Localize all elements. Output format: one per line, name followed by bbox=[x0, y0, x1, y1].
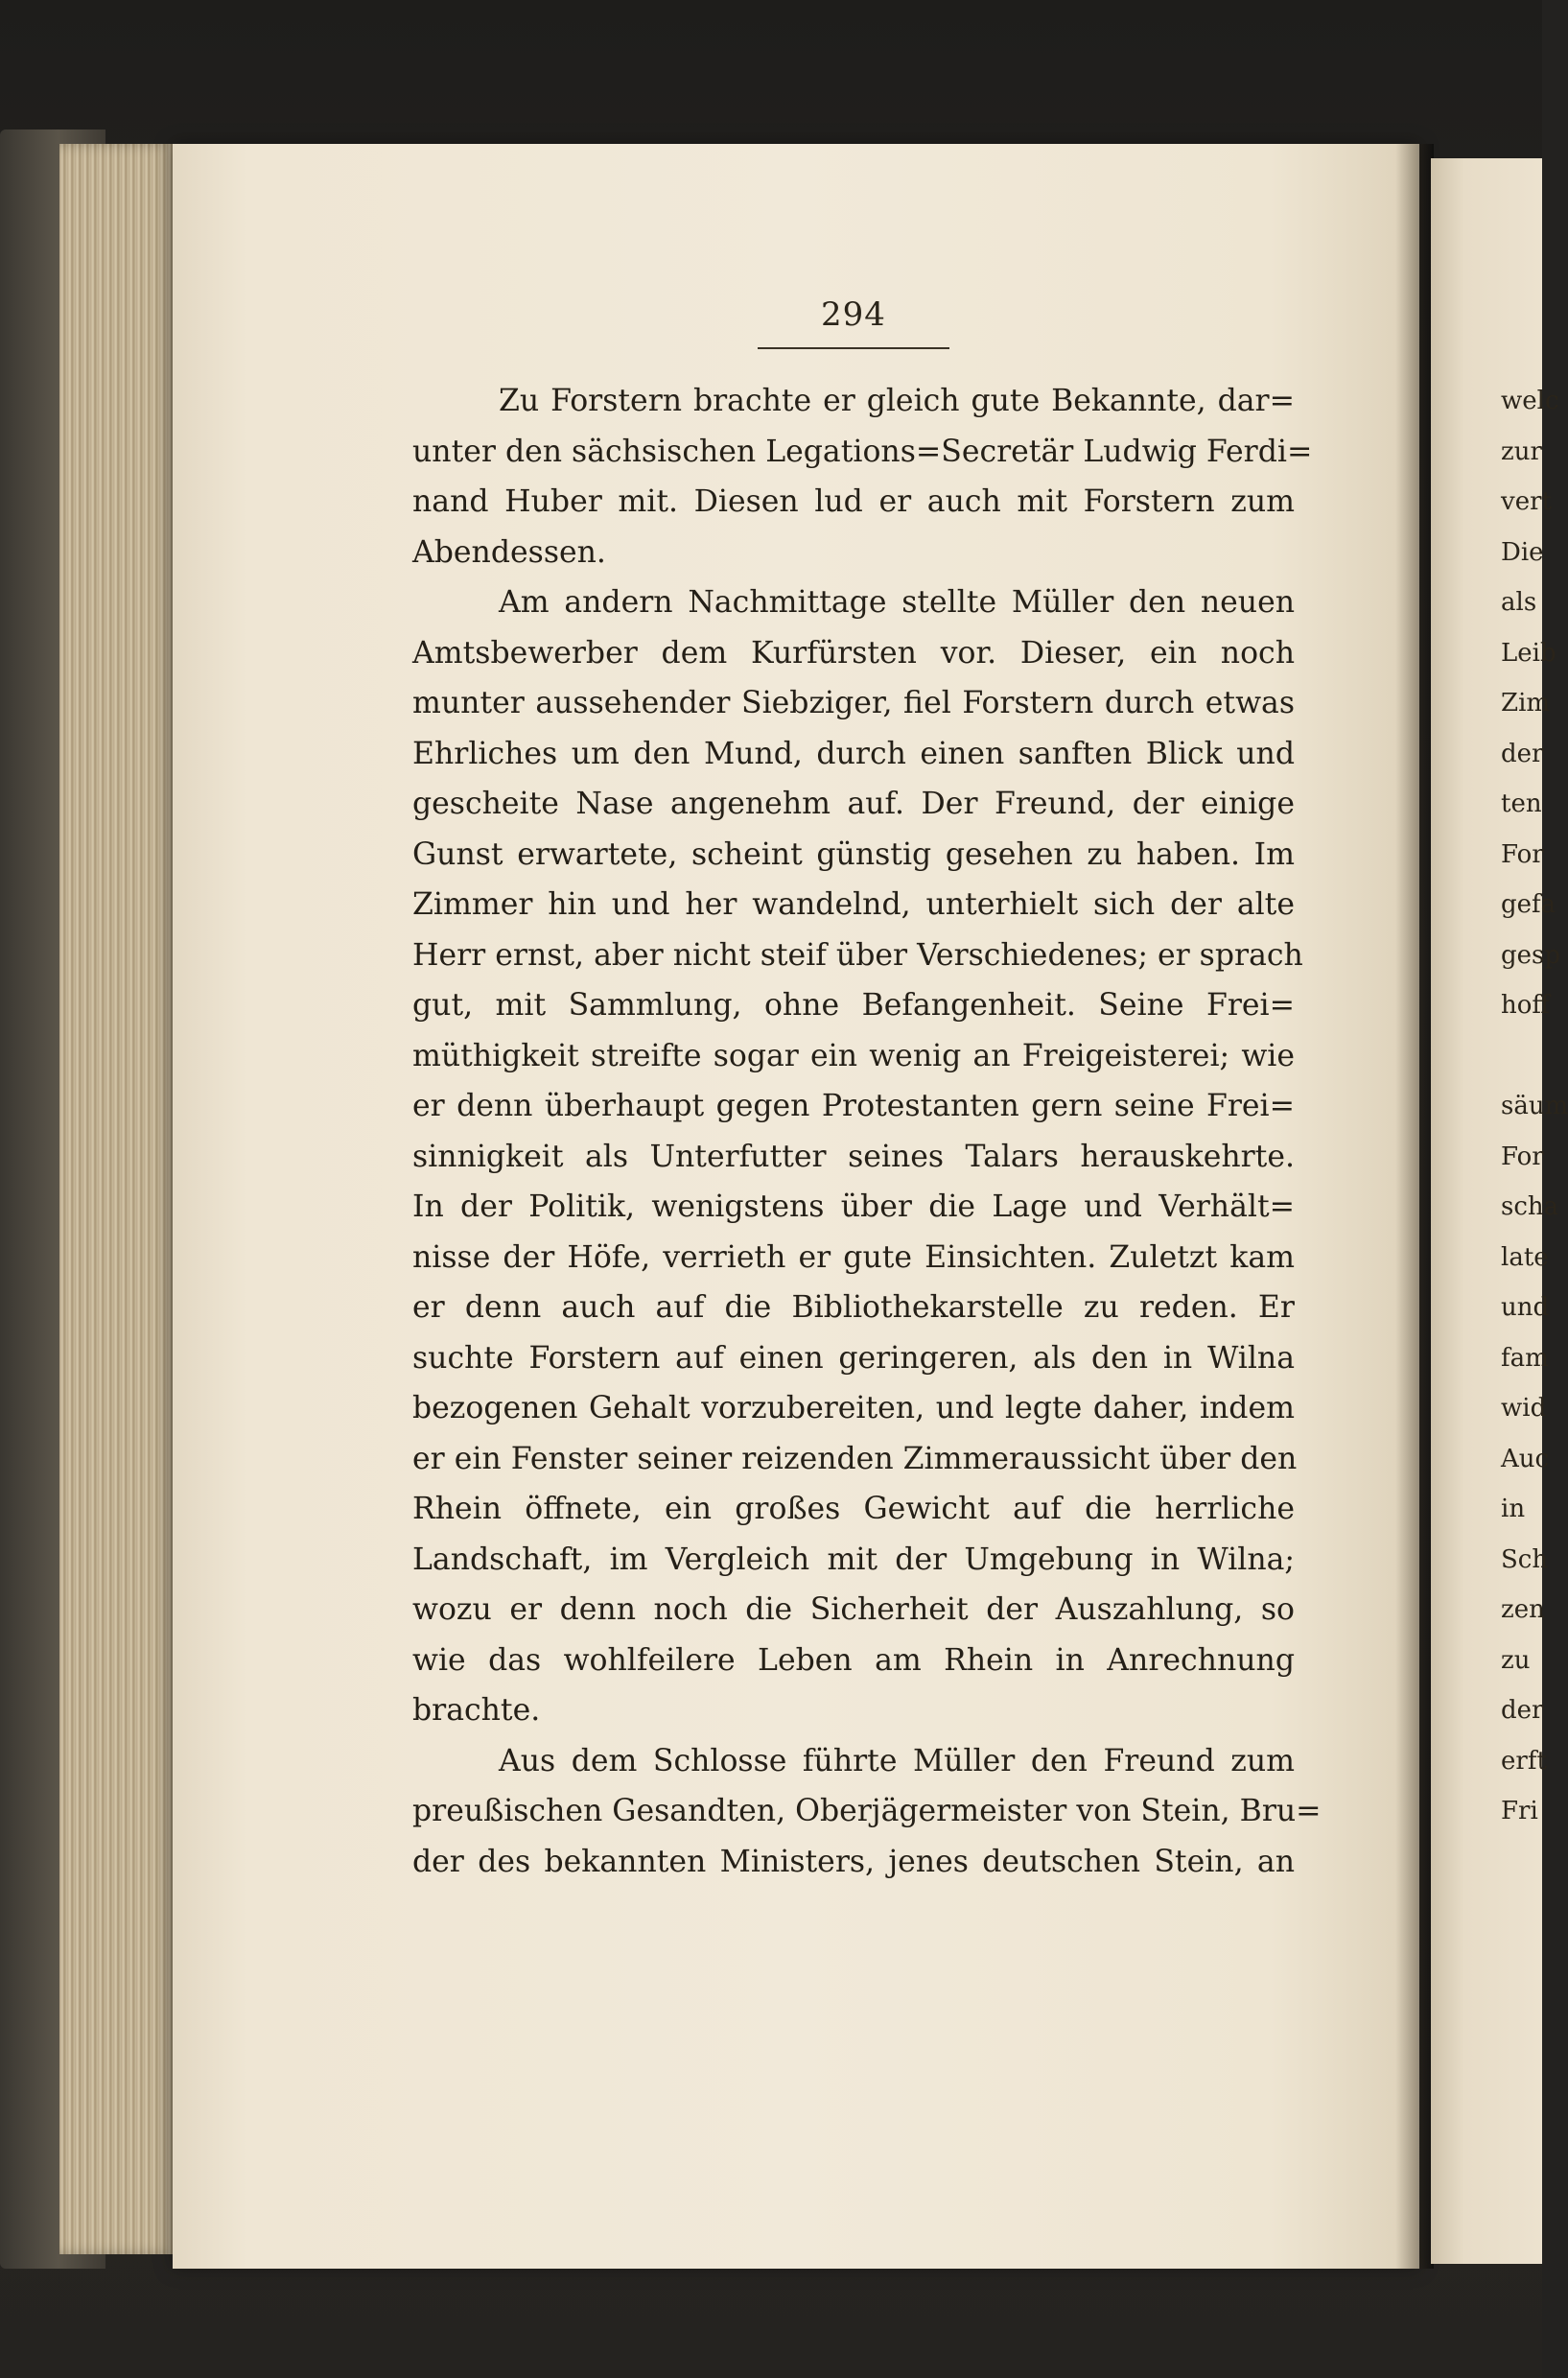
text-line: brachte. bbox=[412, 1693, 541, 1728]
page-body-text bbox=[412, 376, 1322, 1887]
book-gutter bbox=[1395, 144, 1434, 2269]
text-line: Rhein öffnete, ein großes Gewicht auf die herrliche bbox=[412, 1492, 1295, 1526]
facing-fragment: wid bbox=[1501, 1394, 1547, 1423]
text-line: bezogenen Gehalt vorzubereiten, und legte daher, indem bbox=[412, 1391, 1295, 1425]
text-line: Gunst erwartete, scheint günstig gesehen zu haben. Im bbox=[412, 836, 1295, 872]
text-line: wozu er denn noch die Sicherheit der Auszahlung, so bbox=[412, 1592, 1295, 1627]
text-line: er denn überhaupt gegen Protestanten gern seine Frei= bbox=[412, 1089, 1295, 1123]
text-line: In der Politik, wenigstens über die Lage und Verhält= bbox=[412, 1189, 1295, 1224]
page-number: 294 bbox=[821, 295, 886, 334]
facing-fragment: gefa bbox=[1501, 890, 1556, 919]
facing-fragment: Fri bbox=[1501, 1797, 1538, 1825]
text-line: unter den sächsischen Legations=Secretär Ludwig Ferdi= bbox=[412, 434, 1313, 469]
facing-page-fragments bbox=[1501, 376, 1568, 1837]
text-line: Abendessen. bbox=[412, 534, 606, 570]
facing-fragment: zur bbox=[1501, 436, 1542, 466]
text-line: Zimmer hin und her wandelnd, unterhielt sich der alte bbox=[412, 887, 1295, 922]
text-line: gut, mit Sammlung, ohne Befangenheit. Seine Frei= bbox=[412, 988, 1295, 1023]
facing-fragment: ten bbox=[1501, 789, 1542, 818]
facing-fragment: in bbox=[1501, 1495, 1526, 1523]
text-line: suchte Forstern auf einen geringeren, als den in Wilna bbox=[412, 1340, 1295, 1376]
text-line: der des bekannten Ministers, jenes deutschen Stein, an bbox=[412, 1844, 1295, 1879]
facing-fragment: als bbox=[1501, 588, 1537, 617]
text-line: Landschaft, im Vergleich mit der Umgebung in Wilna; bbox=[412, 1542, 1295, 1577]
facing-fragment: Die bbox=[1501, 537, 1544, 567]
facing-fragment: erft bbox=[1501, 1746, 1547, 1776]
facing-fragment: der bbox=[1501, 739, 1544, 768]
facing-fragment: For bbox=[1501, 839, 1544, 869]
facing-fragment: zu bbox=[1501, 1645, 1531, 1675]
facing-fragment: vert bbox=[1501, 487, 1552, 516]
text-line: wie das wohlfeilere Leben am Rhein in Anrechnung bbox=[412, 1642, 1295, 1678]
text-line: preußischen Gesandten, Oberjägermeister von Stein, Bru= bbox=[412, 1794, 1322, 1828]
facing-fragment: Zim bbox=[1501, 689, 1551, 718]
text-line: Herr ernst, aber nicht steif über Verschiedenes; er sprach bbox=[412, 937, 1303, 973]
facing-fragment: scha bbox=[1501, 1192, 1559, 1221]
facing-fragment: Auc bbox=[1501, 1444, 1550, 1473]
text-line: Amtsbewerber dem Kurfürsten vor. Dieser, ein noch bbox=[412, 635, 1295, 671]
facing-fragment: For bbox=[1501, 1142, 1544, 1171]
text-line: nisse der Höfe, verrieth er gute Einsichten. Zuletzt kam bbox=[412, 1239, 1295, 1275]
text-line: Ehrliches um den Mund, durch einen sanften Blick und bbox=[412, 736, 1295, 771]
header-rule bbox=[758, 347, 949, 349]
facing-fragment: late bbox=[1501, 1242, 1549, 1272]
text-line: er ein Fenster seiner reizenden Zimmeraussicht über den bbox=[412, 1441, 1298, 1476]
facing-fragment: und bbox=[1501, 1293, 1550, 1322]
facing-fragment: gesp bbox=[1501, 940, 1561, 970]
text-line: munter aussehender Siebziger, fiel Forstern durch etwas bbox=[412, 686, 1295, 720]
text-line: nand Huber mit. Diesen lud er auch mit Forstern zum bbox=[412, 484, 1295, 519]
text-line: gescheite Nase angenehm auf. Der Freund, der einige bbox=[412, 787, 1295, 821]
text-line: Am andern Nachmittage stellte Müller den neuen bbox=[499, 585, 1295, 620]
text-line: Zu Forstern brachte er gleich gute Bekannte, dar= bbox=[499, 384, 1295, 418]
facing-fragment: fam bbox=[1501, 1343, 1549, 1373]
facing-fragment: zen bbox=[1501, 1595, 1545, 1624]
text-line: sinnigkeit als Unterfutter seines Talars herauskehrte. bbox=[412, 1139, 1295, 1174]
facing-fragment: welc bbox=[1501, 387, 1559, 415]
text-line: Aus dem Schlosse führte Müller den Freund zum bbox=[499, 1743, 1295, 1778]
facing-fragment: säum bbox=[1501, 1092, 1568, 1120]
facing-fragment: hoff bbox=[1501, 991, 1550, 1020]
facing-fragment: Sch bbox=[1501, 1544, 1549, 1574]
facing-fragment: Leib bbox=[1501, 638, 1556, 668]
text-line: müthigkeit streifte sogar ein wenig an Freigeisterei; wie bbox=[412, 1038, 1295, 1073]
page-edges-stack bbox=[59, 144, 175, 2254]
text-line: er denn auch auf die Bibliothekarstelle zu reden. Er bbox=[412, 1290, 1295, 1325]
facing-fragment: der bbox=[1501, 1696, 1544, 1725]
